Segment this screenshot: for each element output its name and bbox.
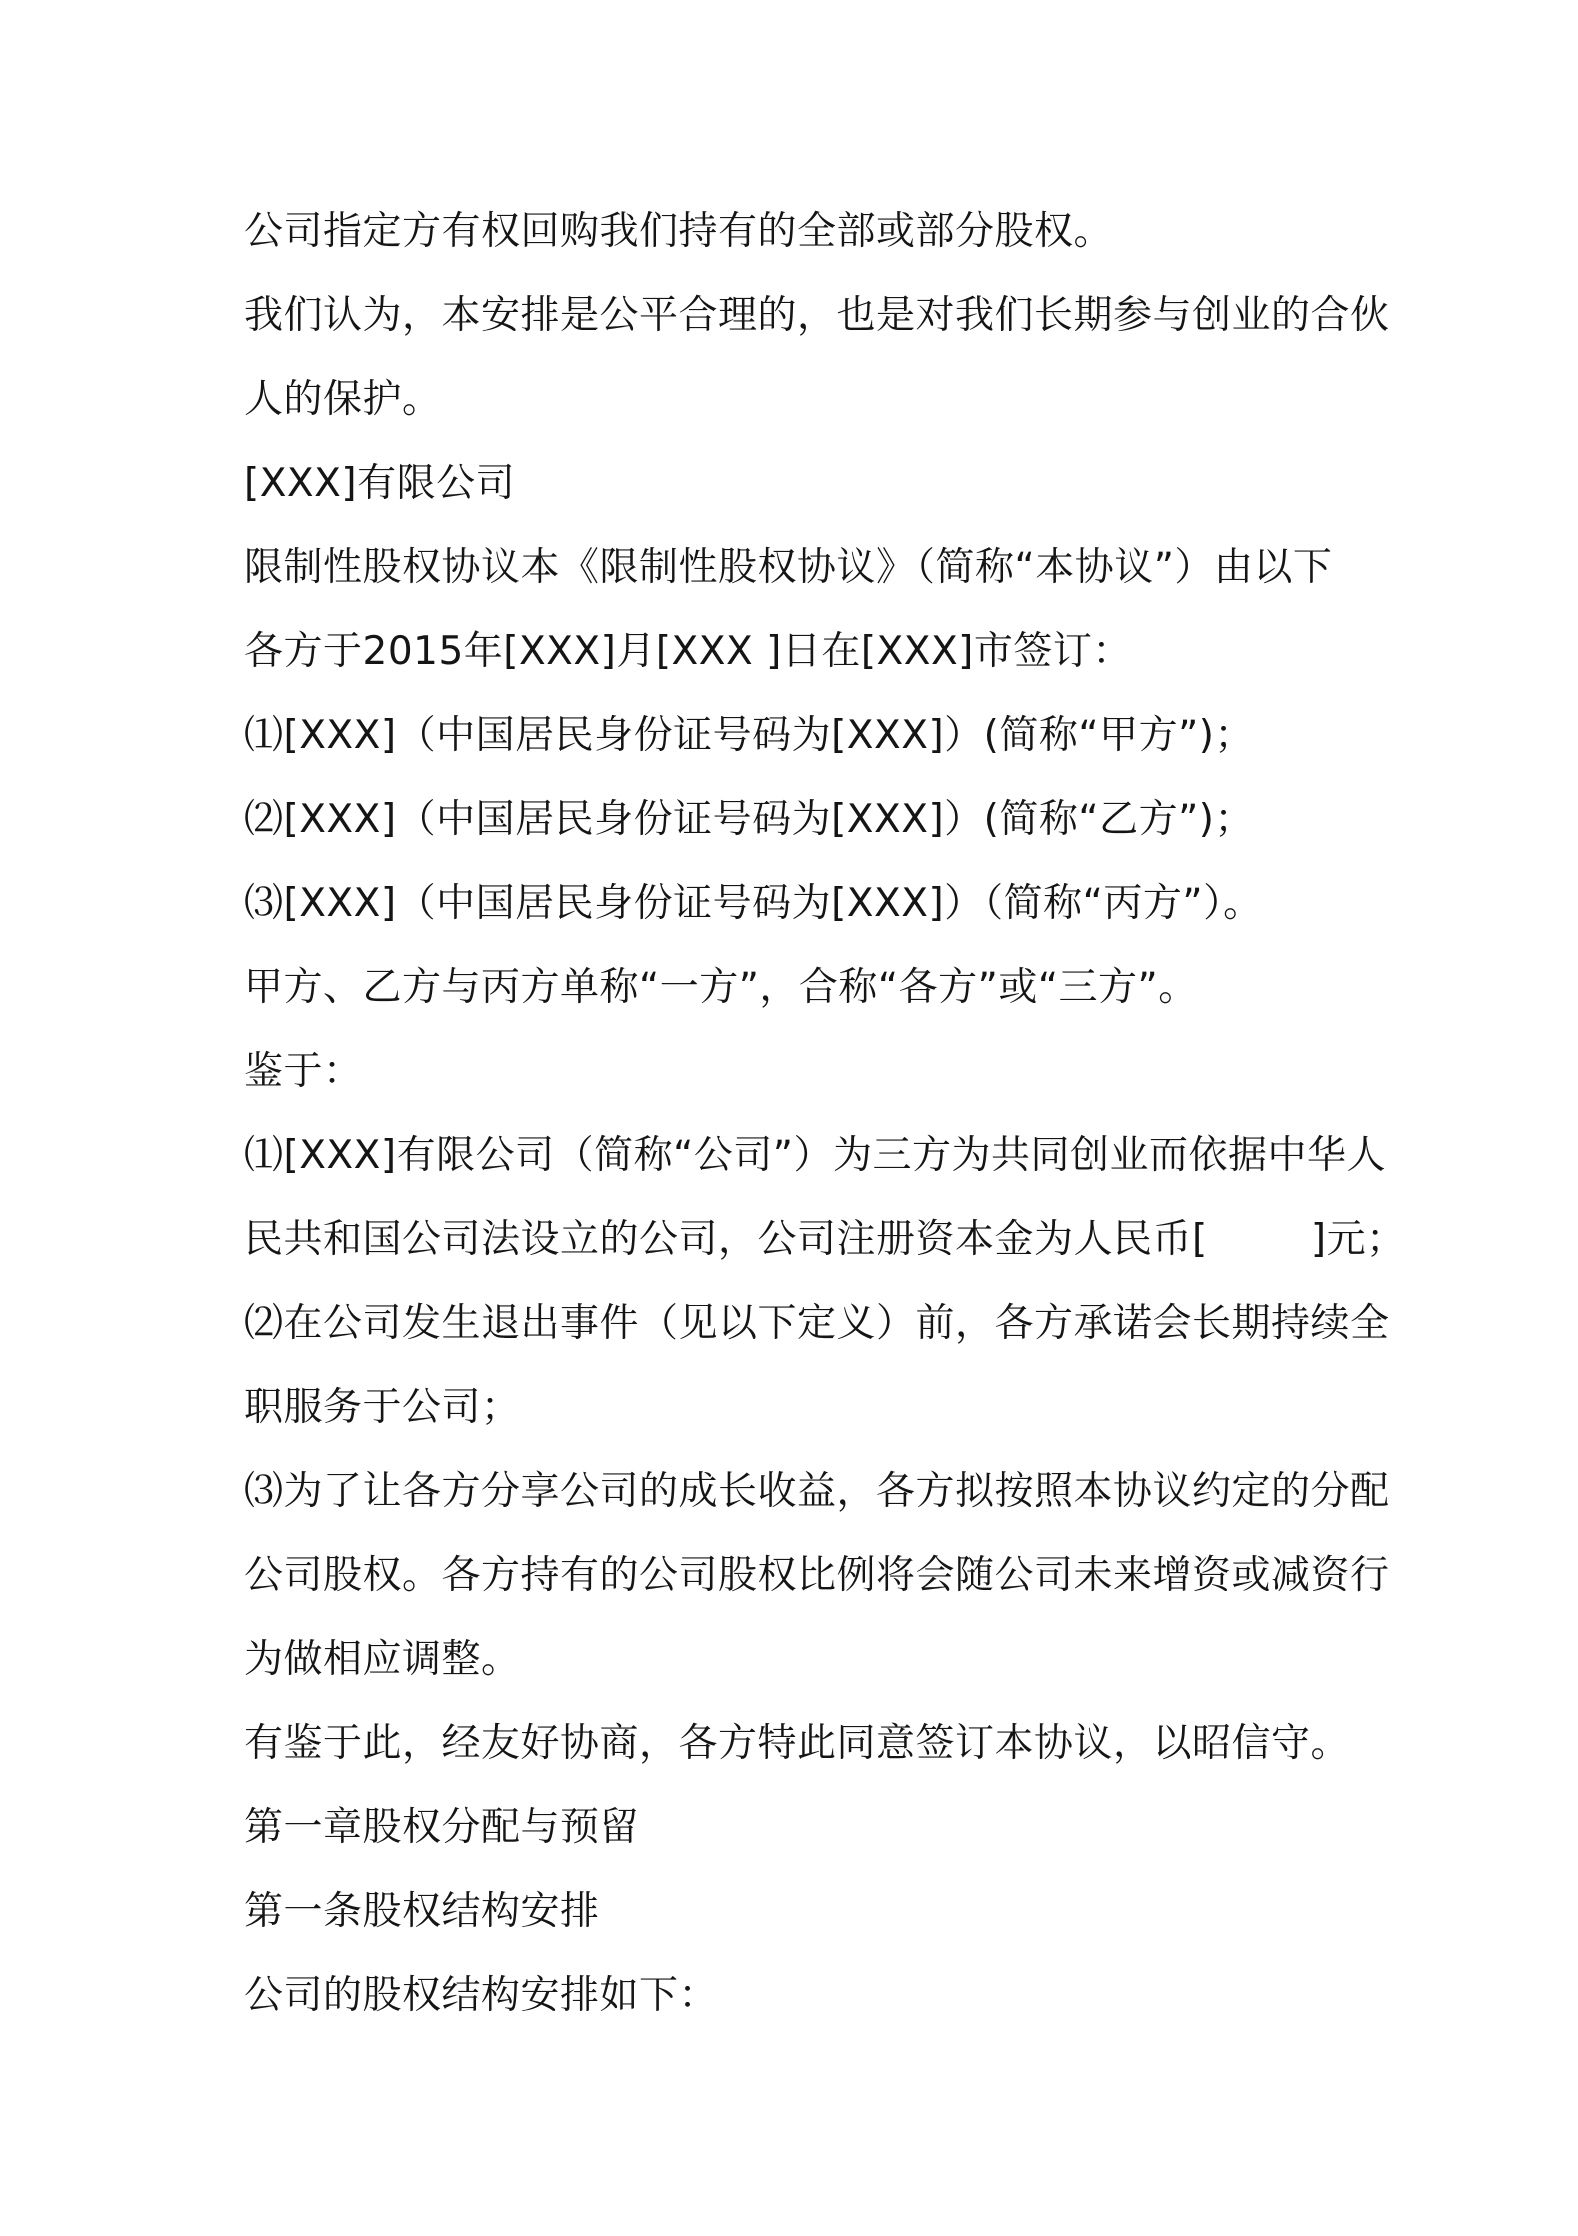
party-a-line: ⑴[XXX]（中国居民身份证号码为[XXX]）(简称“甲方”)； [244, 713, 1255, 758]
whereas-heading: 鉴于： [244, 1049, 363, 1094]
recital-line: ⑴[XXX]有限公司（简称“公司”）为三方为共同创业而依据中华人 [244, 1133, 1386, 1178]
party-c-line: ⑶[XXX]（中国居民身份证号码为[XXX]）（简称“丙方”）。 [244, 881, 1263, 926]
recital-line: ⑶为了让各方分享公司的成长收益，各方拟按照本协议约定的分配 [244, 1469, 1390, 1514]
paragraph-line: 各方于2015年[XXX]月[XXX ]日在[XXX]市签订： [244, 629, 1132, 674]
paragraph-line: 限制性股权协议本《限制性股权协议》（简称“本协议”）由以下 [244, 545, 1333, 590]
chapter-heading: 第一章股权分配与预留 [244, 1805, 640, 1850]
paragraph-line: 公司指定方有权回购我们持有的全部或部分股权。 [244, 209, 1114, 254]
document-body [244, 190, 1406, 2038]
recital-line: 民共和国公司法设立的公司，公司注册资本金为人民币[ ]元； [244, 1217, 1406, 1262]
recital-line: 为做相应调整。 [244, 1637, 521, 1682]
paragraph-line: 有鉴于此，经友好协商，各方特此同意签订本协议，以昭信守。 [244, 1721, 1351, 1766]
paragraph-line: 甲方、乙方与丙方单称“一方”，合称“各方”或“三方”。 [244, 965, 1198, 1010]
recital-line: 职服务于公司； [244, 1385, 521, 1430]
paragraph-line: 人的保护。 [244, 377, 442, 422]
paragraph-line: 我们认为，本安排是公平合理的，也是对我们长期参与创业的合伙 [244, 293, 1390, 338]
party-b-line: ⑵[XXX]（中国居民身份证号码为[XXX]）(简称“乙方”)； [244, 797, 1255, 842]
paragraph-line: 公司的股权结构安排如下： [244, 1973, 719, 2018]
recital-line: ⑵在公司发生退出事件（见以下定义）前，各方承诺会长期持续全 [244, 1301, 1390, 1346]
recital-line: 公司股权。各方持有的公司股权比例将会随公司未来增资或减资行 [244, 1553, 1390, 1598]
company-name-line: [XXX]有限公司 [244, 461, 516, 506]
article-heading: 第一条股权结构安排 [244, 1889, 600, 1934]
